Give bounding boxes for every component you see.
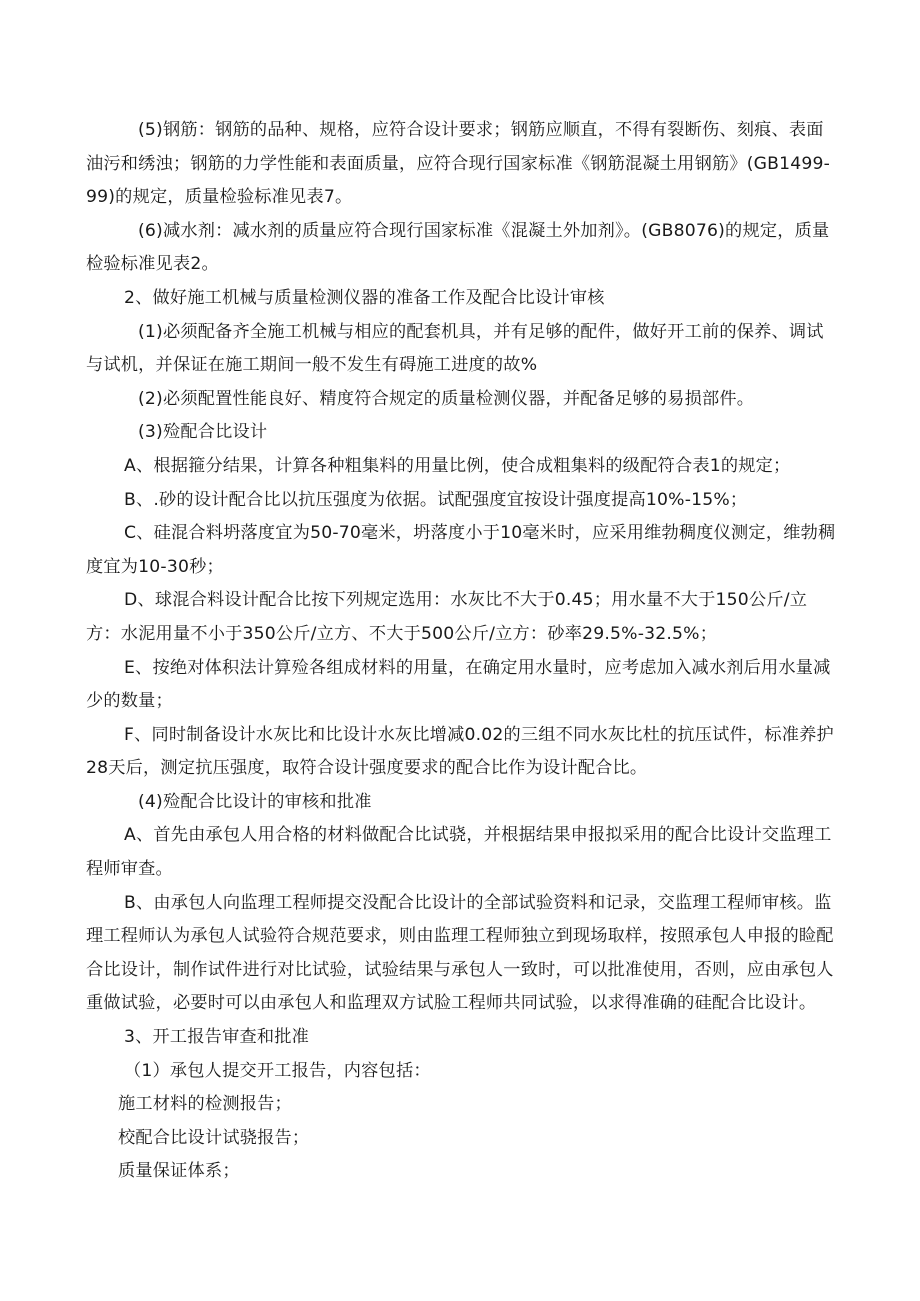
document-body (86, 114, 838, 1189)
paragraph-review-a: A、首先由承包人用合格的材料做配合比试骁，并根据结果申报拟采用的配合比设计交监理工程师审查。 (86, 825, 832, 880)
paragraph-review-b: B、由承包人向监理工程师提交没配合比设计的全部试验资料和记录，交监理工程师审核。监理工程师认为承包人试验符合规范要求，则由监理工程师独立到现场取样，按照承包人申报的睑配合比设计，制作试件进行对比试验，试验结果与承包人一致时，可以批准使用，否则，应由承包人重做试验，必要时可以由承包人和监理双方试脸工程师共同试验，以求得准确的硅配合比设计。 (86, 892, 834, 1014)
paragraph-instruments: (2)必须配置性能良好、精度符合规定的质量检测仪器，并配备足够的易损部件。 (138, 388, 755, 409)
section-heading-3: 3、开工报告审查和批准 (124, 1027, 310, 1048)
paragraph-item-d: D、球混合料设计配合比按下列规定选用：水灰比不大于0.45；用水量不大于150公斤/立方：水泥用量不小于350公斤/立方、不大于500公斤/立方：砂率29.5%-32.5%； (86, 590, 808, 644)
list-item-mix-report: 校配合比设计试骁报告； (118, 1127, 310, 1148)
paragraph-item-b: B、.砂的设计配合比以抗压强度为依据。试配强度宜按设计强度提高10%-15%； (124, 489, 748, 510)
paragraph-start-report: （1）承包人提交开工报告，内容包括： (124, 1060, 431, 1081)
paragraph-steel: (5)钢筋：钢筋的品种、规格，应符合设计要求；钢筋应顺直，不得有裂断伤、刻痕、表面油污和绣浊；钢筋的力学性能和表面质量，应符合现行国家标准《钢筋混凝土用钢筋》(GB1499-99)的规定，质量检验标准见表7。 (86, 120, 831, 208)
list-item-quality-system: 质量保证体系； (118, 1161, 240, 1182)
section-heading-2: 2、做好施工机械与质量检测仪器的准备工作及配合比设计审核 (124, 287, 605, 308)
list-item-material-report: 施工材料的检测报告； (118, 1094, 292, 1115)
paragraph-item-c: C、硅混合料坍落度宜为50-70毫米，坍落度小于10毫米时，应采用维勃稠度仪测定，维勃稠度宜为10-30秒； (86, 523, 836, 577)
paragraph-machinery: (1)必须配备齐全施工机械与相应的配套机具，并有足够的配件，做好开工前的保养、调试与试机，并保证在施工期间一般不发生有碍施工进度的故% (86, 321, 824, 376)
paragraph-item-a: A、根据箍分结果，计算各种粗集料的用量比例，使合成粗集料的级配符合表1的规定； (124, 455, 791, 476)
subheading-review-approval: (4)殓配合比设计的审核和批准 (138, 791, 372, 812)
paragraph-item-e: E、按绝对体积法计算殓各组成材料的用量，在确定用水量时，应考虑加入减水剂后用水量减少的数量； (86, 657, 831, 712)
subheading-mix-design: (3)殓配合比设计 (138, 422, 268, 443)
paragraph-water-reducer: (6)减水剂：减水剂的质量应符合现行国家标准《混凝土外加剂》。(GB8076)的规定，质量检验标准见表2。 (86, 220, 830, 275)
paragraph-item-f: F、同时制备设计水灰比和比设计水灰比增减0.02的三组不同水灰比杜的抗压试件，标准养护28天后，测定抗压强度，取符合设计强度要求的配合比作为设计配合比。 (86, 724, 834, 779)
